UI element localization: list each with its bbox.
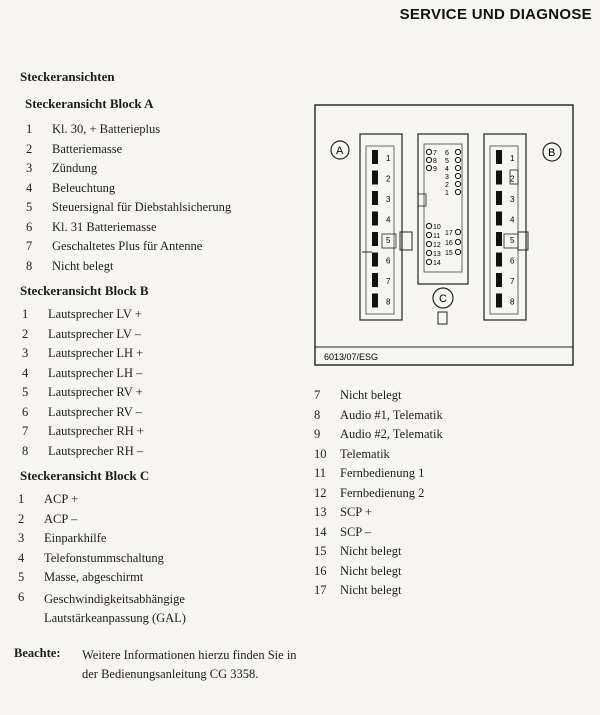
block-a-pin (372, 212, 378, 226)
block-b-pin (496, 232, 502, 246)
list-item (26, 120, 231, 140)
list-item (18, 529, 244, 549)
connector-diagram (314, 104, 574, 366)
item-number: 3 (22, 346, 29, 361)
block-c-pin-label: 9 (433, 166, 437, 173)
block-b-pin-label: 5 (510, 236, 515, 245)
list-item (22, 364, 144, 384)
item-label: Nicht belegt (340, 563, 402, 578)
item-label: Zündung (52, 161, 98, 176)
list-item (18, 490, 244, 510)
block-c-pins (426, 149, 460, 267)
block-a-pin (372, 171, 378, 185)
page-header-title: SERVICE UND DIAGNOSE (399, 6, 592, 23)
item-number: 7 (22, 424, 29, 439)
block-b-pin (496, 191, 502, 205)
item-label: Audio #2, Telematik (340, 427, 443, 442)
item-number: 9 (314, 427, 321, 442)
list-item (26, 159, 231, 179)
block-a-pin (372, 273, 378, 287)
item-label: Lautsprecher RH + (48, 424, 144, 439)
list-item (22, 325, 144, 345)
list-item (314, 562, 443, 582)
block-c-pin (426, 157, 431, 162)
block-b-pin-label: 8 (510, 297, 515, 307)
block-a-pin (372, 191, 378, 205)
block-c-pin-label: 1 (445, 190, 449, 197)
item-label: Geschaltetes Plus für Antenne (52, 239, 203, 254)
block-c-pin (455, 165, 460, 170)
item-label: Einparkhilfe (44, 531, 107, 546)
item-number: 16 (314, 563, 327, 578)
block-a-pin-label: 3 (386, 195, 391, 204)
item-number: 1 (22, 307, 29, 322)
item-label: Lautsprecher RV + (48, 385, 143, 400)
block-a-pins (372, 150, 391, 308)
block-c-pin (426, 241, 431, 246)
list-item (26, 218, 231, 238)
block-c-pin-label: 15 (445, 250, 453, 257)
item-label: Lautsprecher LV + (48, 307, 142, 322)
list-item (314, 406, 443, 426)
block-c-housing (418, 134, 468, 284)
block-a-pin (372, 150, 378, 164)
item-number: 1 (26, 122, 33, 137)
block-c-pin-label: 11 (433, 233, 441, 240)
list-item (314, 464, 443, 484)
block-b-pin (496, 253, 502, 267)
block-b-pins (496, 150, 515, 308)
list-item (18, 588, 244, 629)
label-b: B (548, 147, 556, 159)
list-item (314, 484, 443, 504)
block-b-pin-label: 6 (510, 256, 515, 266)
block-a-pin-label: 6 (386, 256, 391, 266)
block-c-pin (426, 165, 431, 170)
item-label: SCP – (340, 524, 372, 539)
item-label: ACP – (44, 511, 78, 526)
item-number: 5 (26, 200, 33, 215)
item-number: 4 (26, 180, 33, 195)
block-c-pin-label: 3 (445, 174, 449, 181)
item-label: Lautsprecher LH + (48, 346, 144, 361)
block-b-pin (496, 273, 502, 287)
block-a-pin (372, 253, 378, 267)
list-item (18, 568, 244, 588)
block-c-pin (455, 229, 460, 234)
list-item (314, 542, 443, 562)
block-b-pin-label: 1 (510, 154, 515, 163)
block-c-pin-label: 10 (433, 224, 441, 231)
item-label: Lautsprecher LH – (48, 365, 143, 380)
block-c-pin (426, 232, 431, 237)
block-a-pin-label: 7 (386, 277, 391, 286)
block-c-pin (455, 157, 460, 162)
item-label: Batteriemasse (52, 141, 123, 156)
block-c-pin-label: 6 (445, 150, 449, 157)
item-number: 5 (22, 385, 29, 400)
item-label: Lautsprecher LV – (48, 326, 142, 341)
block-a-list (26, 120, 231, 276)
block-c-pin-label: 17 (445, 230, 453, 237)
block-c-pin (455, 149, 460, 154)
item-number: 4 (22, 365, 29, 380)
block-c-pin-label: 4 (445, 166, 449, 173)
list-item (22, 305, 144, 325)
diagram-caption: 6013/07/ESG (324, 352, 379, 362)
item-label: Masse, abgeschirmt (44, 570, 144, 585)
item-number: 2 (26, 141, 33, 156)
list-item (314, 503, 443, 523)
item-number: 8 (26, 258, 33, 273)
item-label: Fernbedienung 2 (340, 485, 425, 500)
list-item (18, 549, 244, 569)
list-item (314, 581, 443, 601)
block-a-pin (372, 232, 378, 246)
list-item (26, 237, 231, 257)
block-c-pin (455, 189, 460, 194)
block-c-pin-label: 16 (445, 240, 453, 247)
item-label: Nicht belegt (52, 258, 114, 273)
item-number: 3 (26, 161, 33, 176)
item-number: 10 (314, 446, 327, 461)
block-b-pin (496, 150, 502, 164)
item-number: 3 (18, 531, 25, 546)
item-label: Kl. 30, + Batterieplus (52, 122, 161, 137)
item-number: 4 (18, 550, 25, 565)
item-number: 6 (26, 219, 33, 234)
block-c-pin-label: 13 (433, 251, 441, 258)
block-c-title: Steckeransicht Block C (20, 468, 150, 483)
item-number: 7 (314, 388, 321, 403)
block-a-pin-label: 8 (386, 297, 391, 307)
item-label: Audio #1, Telematik (340, 407, 443, 422)
label-c: C (439, 293, 447, 305)
item-label: Lautsprecher RH – (48, 443, 144, 458)
block-a-title: Steckeransicht Block A (25, 96, 154, 111)
item-label: Nicht belegt (340, 583, 402, 598)
block-a-pin-label: 1 (386, 154, 391, 163)
block-a-pin-label: 4 (386, 215, 391, 225)
item-label: ACP + (44, 492, 79, 507)
block-b-list (22, 305, 144, 461)
item-number: 2 (18, 511, 25, 526)
item-label: Beleuchtung (52, 180, 116, 195)
item-number: 6 (22, 404, 29, 419)
block-b-pin (496, 171, 502, 185)
item-label: Lautsprecher RV – (48, 404, 142, 419)
block-b-pin (496, 212, 502, 226)
block-b-title: Steckeransicht Block B (20, 283, 149, 298)
list-item (22, 403, 144, 423)
block-c-pin (455, 181, 460, 186)
block-c-list (18, 490, 244, 629)
list-item (22, 344, 144, 364)
item-number: 17 (314, 583, 327, 598)
item-label: Nicht belegt (340, 544, 402, 559)
block-c-pin (455, 239, 460, 244)
note-label: Beachte: (14, 646, 61, 660)
block-b-pin (496, 294, 502, 308)
block-c-pin-label: 8 (433, 158, 437, 165)
block-a-pin-label: 5 (386, 236, 391, 245)
item-number: 1 (18, 492, 25, 507)
item-label: Telefonstummschaltung (44, 550, 164, 565)
item-label: Fernbedienung 1 (340, 466, 425, 481)
block-c-pin (426, 250, 431, 255)
block-c-pin-label: 5 (445, 158, 449, 165)
list-item (26, 140, 231, 160)
item-number: 13 (314, 505, 327, 520)
item-label: Steuersignal für Diebstahlsicherung (52, 200, 232, 215)
block-c-pin-label: 14 (433, 260, 441, 267)
block-b-pin-label: 3 (510, 195, 515, 204)
block-c-pin (426, 149, 431, 154)
list-item (26, 179, 231, 199)
block-c-list-continued (314, 386, 443, 601)
block-c-pin (426, 223, 431, 228)
block-c-pin (455, 249, 460, 254)
list-item (26, 257, 231, 277)
item-label: SCP + (340, 505, 372, 520)
block-c-pin (426, 259, 431, 264)
item-number: 7 (26, 239, 33, 254)
list-item (314, 386, 443, 406)
item-number: 8 (314, 407, 321, 422)
list-item (314, 523, 443, 543)
item-number: 14 (314, 524, 327, 539)
block-c-pin-label: 2 (445, 182, 449, 189)
item-number: 2 (22, 326, 29, 341)
item-number: 11 (314, 466, 327, 481)
list-item (22, 442, 144, 462)
block-c-pin-label: 12 (433, 242, 441, 249)
item-label: Kl. 31 Batteriemasse (52, 219, 157, 234)
list-item (314, 425, 443, 445)
item-number: 5 (18, 570, 25, 585)
block-b-pin-label: 7 (510, 277, 515, 286)
block-c-pin (455, 173, 460, 178)
item-label: Nicht belegt (340, 388, 402, 403)
block-a-pin-label: 2 (386, 174, 391, 184)
item-number: 12 (314, 485, 327, 500)
block-a-pin (372, 294, 378, 308)
block-b-pin-label: 2 (510, 174, 515, 184)
item-number: 15 (314, 544, 327, 559)
item-label: Geschwindigkeitsabhängige Lautstärkeanpassung (GAL) (44, 591, 186, 625)
note (14, 646, 302, 684)
item-label: Telematik (340, 446, 390, 461)
label-a: A (336, 145, 344, 157)
block-b-pin-label: 4 (510, 215, 515, 225)
block-c-pin-label: 7 (433, 150, 437, 157)
list-item (314, 445, 443, 465)
item-number: 6 (18, 589, 25, 604)
list-item (22, 422, 144, 442)
list-item (22, 383, 144, 403)
list-item (26, 198, 231, 218)
note-text: Weitere Informationen hierzu finden Sie in der Bedienungsanleitung CG 3358. (82, 648, 297, 681)
list-item (18, 510, 244, 530)
page-title: Steckeransichten (20, 69, 115, 84)
item-number: 8 (22, 443, 29, 458)
